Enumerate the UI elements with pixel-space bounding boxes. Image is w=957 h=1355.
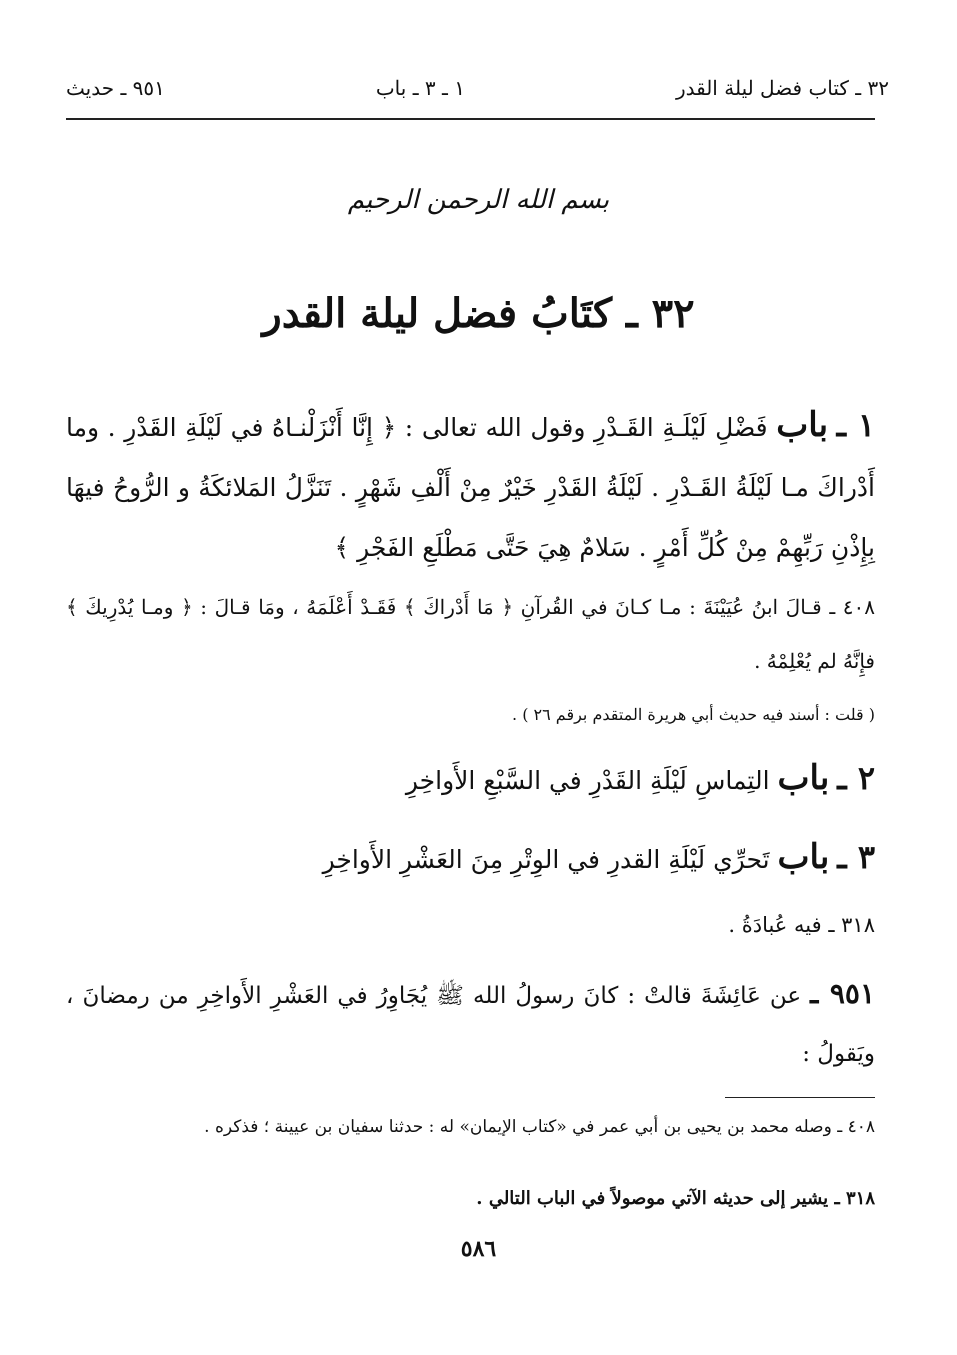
chapter-3 <box>66 827 875 890</box>
chapter-text: تَحرِّي لَيْلَةِ القدرِ في الوِتْرِ مِنَ العَشْرِ الأَواخِرِ <box>322 845 770 874</box>
header-chapter-range: ١ ـ ٣ ـ باب <box>375 76 465 100</box>
footnote-divider <box>725 1097 875 1098</box>
header-book-title: ٣٢ ـ كتاب فضل ليلة القدر <box>675 76 889 100</box>
chapter-label: باب <box>777 837 830 877</box>
chapter-text: التِماسِ لَيْلَةِ القَدْرِ في السَّبْعِ الأَواخِرِ <box>405 766 770 795</box>
header-divider <box>66 118 875 120</box>
chapter-text: فَضْلِ لَيْلَـةِ القَـدْرِ وقول الله تعالى : ﴿ إِنَّا أَنْزَلْنـاهُ في لَيْلَةِ القَدْرِ . وما أَدْراكَ مـا لَيْلَةُ القَـدْرِ . لَيْلَةُ القَدْرِ خَيْرٌ مِنْ أَلْفِ شَهْرٍ . تَنَزَّلُ المَلائكَةُ و الرُّوحُ فيهَا بِإِذْنِ رَبِّهِمْ مِنْ كُلِّ أَمْرٍ . سَلامٌ هِيَ حَتَّى مَطْلَعِ الفَجْرِ ﴾ <box>66 413 875 562</box>
footnote-408: ٤٠٨ ـ وصله محمد بن يحيى بن أبي عمر في «كتاب الإيمان» له : حدثنا سفيان بن عيينة ؛ فذكره . <box>204 1117 875 1137</box>
basmala-calligraphy: بسم الله الرحمن الرحيم <box>347 185 610 215</box>
page-number: ٥٨٦ <box>460 1236 497 1262</box>
hadith-number: ٩٥١ ـ <box>810 977 875 1010</box>
chapter-number: ٣ ـ <box>837 838 875 876</box>
chapter-label: باب <box>777 758 830 798</box>
hadith-951 <box>66 965 875 1083</box>
chapter-label: باب <box>776 405 829 445</box>
header-hadith-number: ٩٥١ ـ حديث <box>66 76 165 100</box>
hadith-text: عن عَائِشَةَ قالتْ : كانَ رسولُ الله ﷺ يُجَاوِرُ في العَشْرِ الأَواخِرِ من رمضانَ ، ويَقولُ : <box>66 983 875 1067</box>
chapter-1 <box>66 395 875 578</box>
chapter-number: ١ ـ <box>836 406 876 444</box>
footnote-318: ٣١٨ ـ يشير إلى حديثه الآتي موصولاً في الباب التالي . <box>476 1188 875 1209</box>
editor-note: ( قلت : أسند فيه حديث أبي هريرة المتقدم برقم ٢٦ ) . <box>512 705 875 724</box>
hadith-318-ref: ٣١٨ ـ فيه عُبادَةُ . <box>728 913 875 937</box>
athar-408: ٤٠٨ ـ قـالَ ابنُ عُيَيْنَةَ : مـا كـانَ في القُرآنِ ﴿ مَا أَدْراكَ ﴾ فَقَـدْ أَعْلَمَهُ ، ومَا قـالَ : ﴿ ومـا يُدْرِيكَ ﴾ فإِنَّهُ لم يُعْلِمْهُ . <box>66 595 875 673</box>
running-header <box>66 70 889 106</box>
chapter-2 <box>66 748 875 811</box>
book-title: ٣٢ ـ كتَابُ فضل ليلة القدر <box>262 290 695 337</box>
chapter-number: ٢ ـ <box>837 759 875 797</box>
